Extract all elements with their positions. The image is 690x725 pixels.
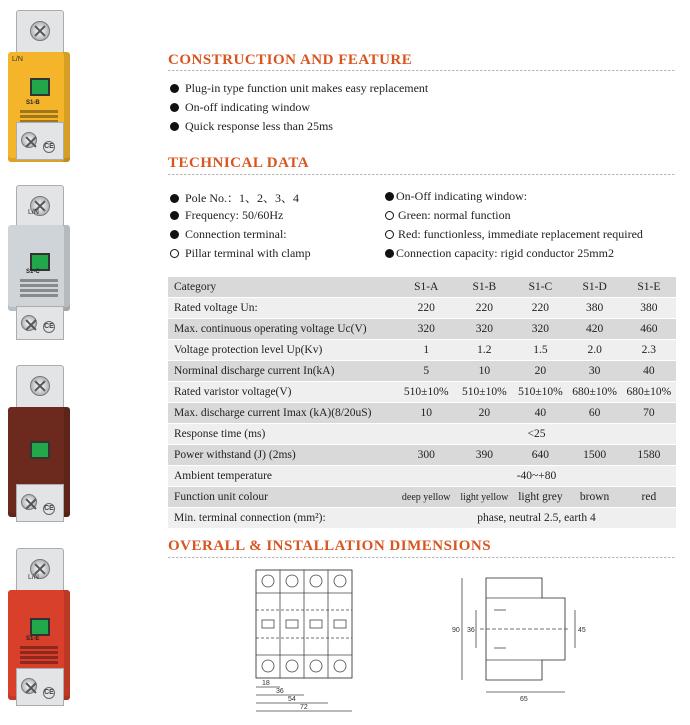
feature-item: Plug-in type function unit makes easy replacement <box>170 81 428 96</box>
construction-title: CONSTRUCTION AND FEATURE <box>168 52 413 68</box>
bullet-icon <box>385 249 394 258</box>
table-cell: 640 <box>513 445 567 466</box>
table-cell: 300 <box>397 445 455 466</box>
table-header-cell: Category <box>168 277 397 298</box>
device-tag: L/N <box>28 574 39 581</box>
table-row <box>168 298 676 319</box>
terminal-screw-icon <box>21 494 37 510</box>
device-bottom-s1-b <box>16 122 64 160</box>
device-bottom-s1-c <box>16 306 64 340</box>
table-cell: 40 <box>622 361 676 382</box>
bullet-icon <box>170 211 179 220</box>
table-cell: 380 <box>568 298 622 319</box>
ce-mark-icon: CE <box>43 321 55 333</box>
tech-spec-item: Green: normal function <box>385 208 511 223</box>
table-header-cell: S1-E <box>622 277 676 298</box>
table-cell: 40 <box>513 403 567 424</box>
table-cell: 1.5 <box>513 340 567 361</box>
table-row <box>168 361 676 382</box>
circle-bullet-icon <box>385 230 394 239</box>
table-cell: Rated voltage Un: <box>168 298 397 319</box>
table-header-cell: S1-C <box>513 277 567 298</box>
device-tag: L/N <box>28 209 39 216</box>
section-divider <box>168 70 676 71</box>
table-row <box>168 424 676 445</box>
bullet-icon <box>170 103 179 112</box>
terminal-screw-icon <box>30 21 50 41</box>
table-row <box>168 508 676 529</box>
table-cell: Min. terminal connection (mm²): <box>168 508 397 529</box>
table-cell: 680±10% <box>568 382 622 403</box>
table-cell: 2.0 <box>568 340 622 361</box>
table-row <box>168 466 676 487</box>
technical-title: TECHNICAL DATA <box>168 155 310 171</box>
table-cell: brown <box>568 487 622 508</box>
table-cell: 1580 <box>622 445 676 466</box>
table-cell: 510±10% <box>397 382 455 403</box>
front-dimension-drawing <box>250 565 365 720</box>
dimensions-title: OVERALL & INSTALLATION DIMENSIONS <box>168 538 492 554</box>
dimension-label: 36 <box>276 688 284 695</box>
table-cell: 320 <box>513 319 567 340</box>
table-cell: 1500 <box>568 445 622 466</box>
table-cell: 10 <box>397 403 455 424</box>
device-label: S1-E <box>26 636 40 642</box>
tech-spec-item: Red: functionless, immediate replacement required <box>385 227 643 242</box>
terminal-screw-icon <box>30 376 50 396</box>
table-cell: 510±10% <box>513 382 567 403</box>
table-row <box>168 340 676 361</box>
table-cell: 2.3 <box>622 340 676 361</box>
bullet-icon <box>170 194 179 203</box>
table-cell: 220 <box>513 298 567 319</box>
table-header-cell: S1-B <box>455 277 513 298</box>
circle-bullet-icon <box>385 211 394 220</box>
dimension-label: 72 <box>300 704 308 711</box>
dimension-label: 45 <box>578 627 586 634</box>
table-row <box>168 487 676 508</box>
table-cell: 320 <box>455 319 513 340</box>
table-cell: 320 <box>397 319 455 340</box>
table-cell: phase, neutral 2.5, earth 4 <box>397 508 676 529</box>
table-header-row <box>168 277 676 298</box>
table-cell: 60 <box>568 403 622 424</box>
table-cell: Max. discharge current Imax (kA)(8/20uS) <box>168 403 397 424</box>
table-cell: 510±10% <box>455 382 513 403</box>
table-cell: red <box>622 487 676 508</box>
table-cell: Response time (ms) <box>168 424 397 445</box>
tech-spec-item: On-Off indicating window: <box>385 189 527 204</box>
table-cell: 680±10% <box>622 382 676 403</box>
section-divider <box>168 174 676 175</box>
indicator-window-icon <box>30 618 50 636</box>
device-label: S1-C <box>26 269 40 275</box>
section-divider <box>168 557 676 558</box>
table-cell: 70 <box>622 403 676 424</box>
table-cell: Power withstand (J) (2ms) <box>168 445 397 466</box>
bullet-icon <box>170 84 179 93</box>
specification-table <box>168 277 676 529</box>
table-row <box>168 445 676 466</box>
table-cell: 20 <box>513 361 567 382</box>
terminal-screw-icon <box>21 315 37 331</box>
bullet-icon <box>170 230 179 239</box>
table-cell: Norminal discharge current In(kA) <box>168 361 397 382</box>
table-header-cell: S1-A <box>397 277 455 298</box>
feature-item: On-off indicating window <box>170 100 310 115</box>
table-cell: -40~+80 <box>397 466 676 487</box>
device-bottom-s1-d <box>16 484 64 522</box>
table-cell: 1.2 <box>455 340 513 361</box>
bullet-icon <box>385 192 394 201</box>
feature-item: Quick response less than 25ms <box>170 119 333 134</box>
table-cell: light yellow <box>455 487 513 508</box>
bullet-icon <box>170 122 179 131</box>
table-cell: Voltage protection level Up(Kv) <box>168 340 397 361</box>
ce-mark-icon: CE <box>43 503 55 515</box>
terminal-screw-icon <box>21 132 37 148</box>
device-bottom-s1-e <box>16 668 64 706</box>
indicator-window-icon <box>30 78 50 96</box>
dimension-label: 90 <box>452 627 460 634</box>
dimension-label: 54 <box>288 696 296 703</box>
table-cell: Rated varistor voltage(V) <box>168 382 397 403</box>
table-cell: Function unit colour <box>168 487 397 508</box>
table-cell: Max. continuous operating voltage Uc(V) <box>168 319 397 340</box>
table-cell: 10 <box>455 361 513 382</box>
table-cell: 380 <box>622 298 676 319</box>
tech-spec-item: Frequency: 50/60Hz <box>170 208 283 223</box>
device-label: S1-B <box>26 100 40 106</box>
table-row <box>168 403 676 424</box>
table-cell: 5 <box>397 361 455 382</box>
tech-spec-item: Connection capacity: rigid conductor 25mm2 <box>385 246 614 261</box>
table-cell: 30 <box>568 361 622 382</box>
table-cell: 390 <box>455 445 513 466</box>
dimension-label: 36 <box>467 627 475 634</box>
table-cell: 460 <box>622 319 676 340</box>
device-tag: L/N <box>12 56 23 63</box>
tech-spec-item: Connection terminal: <box>170 227 287 242</box>
circle-bullet-icon <box>170 249 179 258</box>
table-row <box>168 382 676 403</box>
table-cell: 220 <box>455 298 513 319</box>
ce-mark-icon: CE <box>43 141 55 153</box>
table-cell: Ambient temperature <box>168 466 397 487</box>
table-cell: 20 <box>455 403 513 424</box>
table-cell: light grey <box>513 487 567 508</box>
table-cell: 420 <box>568 319 622 340</box>
tech-spec-item: Pillar terminal with clamp <box>170 246 311 261</box>
table-cell: <25 <box>397 424 676 445</box>
terminal-screw-icon <box>21 678 37 694</box>
table-header-cell: S1-D <box>568 277 622 298</box>
ce-mark-icon: CE <box>43 687 55 699</box>
table-cell: 220 <box>397 298 455 319</box>
dimension-label: 18 <box>262 680 270 687</box>
side-dimension-drawing <box>440 570 590 705</box>
table-row <box>168 319 676 340</box>
tech-spec-item: Pole No.：1、2、3、4 <box>170 189 299 206</box>
table-cell: 1 <box>397 340 455 361</box>
dimension-label: 65 <box>520 696 528 703</box>
table-cell: deep yellow <box>397 487 455 508</box>
indicator-window-icon <box>30 441 50 459</box>
